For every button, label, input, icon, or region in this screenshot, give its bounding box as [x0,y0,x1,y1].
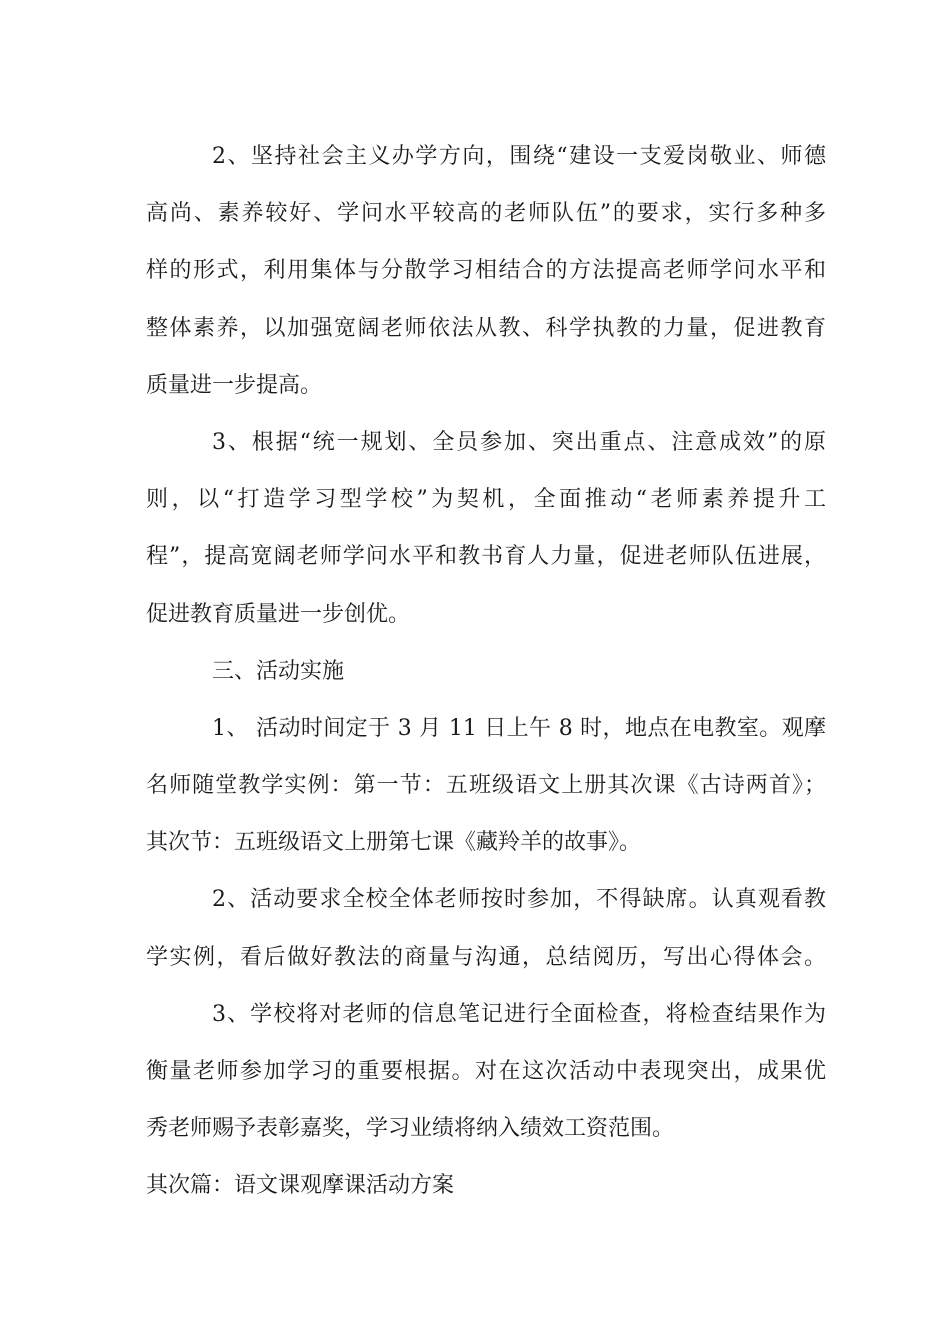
text-line: 促进教育质量进一步创优。 [146,601,411,627]
text-line: 3、根据“统一规划、全员参加、突出重点、注意成效”的原 [212,429,826,455]
text-line: 2、活动要求全校全体老师按时参加，不得缺席。认真观看教 [212,887,826,913]
text-line: 质量进一步提高。 [146,372,323,398]
text-line: 2、坚持社会主义办学方向，围绕“建设一支爱岗敬业、师德 [212,144,826,169]
text-line: 1、 活动时间定于 3 月 11 日上午 8 时，地点在电教室。观摩 [212,715,826,741]
text-line: 秀老师赐予表彰嘉奖，学习业绩将纳入绩效工资范围。 [146,1116,675,1142]
document-body [146,128,826,1215]
text-line: 程”，提高宽阔老师学问水平和教书育人力量，促进老师队伍进展， [146,544,826,570]
text-line: 整体素养，以加强宽阔老师依法从教、科学执教的力量，促进教育 [146,315,826,341]
section-heading: 三、活动实施 [212,658,345,684]
text-line: 样的形式，利用集体与分散学习相结合的方法提高老师学问水平和 [146,258,826,284]
text-line: 名师随堂教学实例：第一节：五班级语文上册其次课《古诗两首》； [146,773,826,799]
text-line: 学实例，看后做好教法的商量与沟通，总结阅历，写出心得体会。 [146,944,826,970]
text-line: 衡量老师参加学习的重要根据。对在这次活动中表现突出，成果优 [146,1059,826,1084]
text-line: 则，以“打造学习型学校”为契机，全面推动“老师素养提升工 [146,487,826,513]
text-line: 高尚、素养较好、学问水平较高的老师队伍”的要求，实行多种多 [146,201,826,227]
text-line: 其次节：五班级语文上册第七课《藏羚羊的故事》。 [146,830,642,856]
text-line: 3、学校将对老师的信息笔记进行全面检查，将检查结果作为 [212,1001,826,1027]
part-title: 其次篇：语文课观摩课活动方案 [146,1173,455,1199]
